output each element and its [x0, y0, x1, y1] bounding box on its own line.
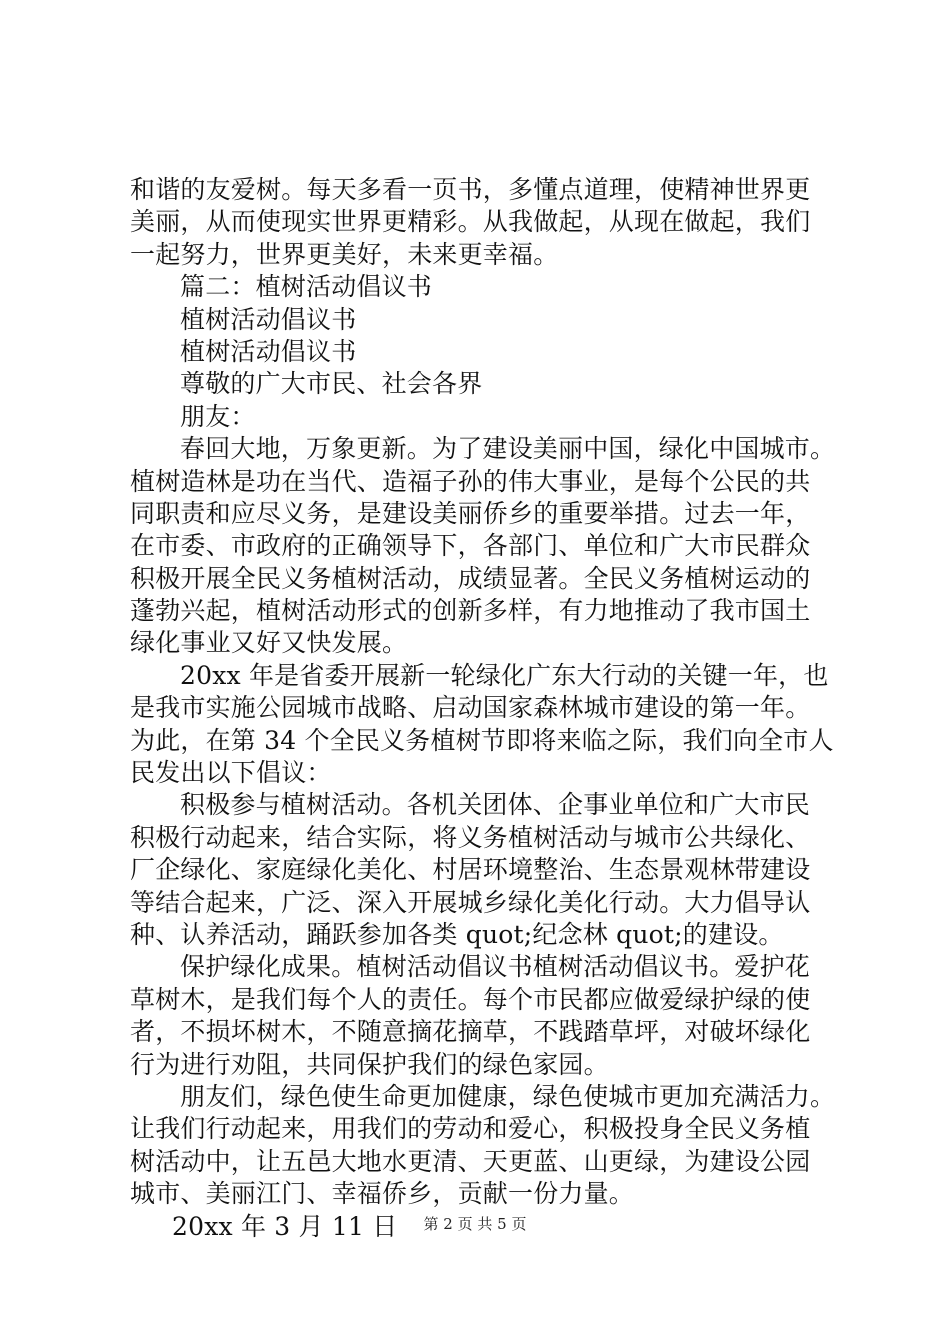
document-title: 植树活动倡议书 [180, 336, 357, 366]
text-line: 春回大地，万象更新。为了建设美丽中国，绿化中国城市。 [180, 434, 836, 464]
text-line: 绿化事业又好又快发展。 [130, 628, 408, 658]
text-line: 民发出以下倡议： [130, 758, 332, 788]
text-line: 行为进行劝阻，共同保护我们的绿色家园。 [130, 1049, 609, 1079]
document-body [130, 174, 850, 1243]
page-number: 第 2 页 共 5 页 [423, 1215, 527, 1233]
text-line: 为此，在第 34 个全民义务植树节即将来临之际，我们向全市人 [130, 725, 834, 755]
text-line: 和谐的友爱树。每天多看一页书，多懂点道理，使精神世界更 [130, 175, 811, 204]
section-heading: 篇二：植树活动倡议书 [180, 272, 433, 302]
text-line: 在市委、市政府的正确领导下，各部门、单位和广大市民群众 [130, 531, 811, 561]
text-line: 让我们行动起来，用我们的劳动和爱心，积极投身全民义务植 [130, 1114, 811, 1144]
text-line: 蓬勃兴起，植树活动形式的创新多样，有力地推动了我市国土 [130, 596, 811, 626]
text-line: 等结合起来，广泛、深入开展城乡绿化美化行动。大力倡导认 [130, 887, 811, 917]
text-line: 植树造林是功在当代、造福子孙的伟大事业，是每个公民的共 [130, 466, 811, 496]
text-line: 厂企绿化、家庭绿化美化、村居环境整治、生态景观林带建设 [130, 855, 811, 885]
text-line: 20xx 年是省委开展新一轮绿化广东大行动的关键一年，也 [180, 660, 829, 690]
text-line: 保护绿化成果。植树活动倡议书植树活动倡议书。爱护花 [180, 952, 811, 982]
document-title: 植树活动倡议书 [180, 304, 357, 334]
salutation: 尊敬的广大市民、社会各界 [180, 369, 483, 399]
date-signature: 20xx 年 3 月 11 日 [172, 1211, 398, 1241]
text-line: 草树木，是我们每个人的责任。每个市民都应做爱绿护绿的使 [130, 984, 811, 1014]
text-line: 同职责和应尽义务，是建设美丽侨乡的重要举措。过去一年， [130, 498, 811, 528]
text-line: 积极参与植树活动。各机关团体、企事业单位和广大市民 [180, 790, 811, 820]
text-line: 朋友们，绿色使生命更加健康，绿色使城市更加充满活力。 [180, 1081, 836, 1111]
text-line: 是我市实施公园城市战略、启动国家森林城市建设的第一年。 [130, 693, 811, 723]
salutation: 朋友： [180, 401, 256, 431]
text-line: 一起努力，世界更美好，未来更幸福。 [130, 239, 559, 269]
page-footer [0, 1214, 950, 1234]
text-line: 种、认养活动，踊跃参加各类 quot;纪念林 quot;的建设。 [130, 919, 784, 949]
text-line: 积极开展全民义务植树活动，成绩显著。全民义务植树运动的 [130, 563, 811, 593]
text-line: 城市、美丽江门、幸福侨乡，贡献一份力量。 [130, 1179, 635, 1209]
text-line: 美丽，从而使现实世界更精彩。从我做起，从现在做起，我们 [130, 207, 811, 237]
text-line: 者，不损坏树木，不随意摘花摘草，不践踏草坪，对破坏绿化 [130, 1017, 811, 1047]
text-line: 积极行动起来，结合实际，将义务植树活动与城市公共绿化、 [130, 822, 811, 852]
text-line: 树活动中，让五邑大地水更清、天更蓝、山更绿，为建设公园 [130, 1146, 811, 1176]
